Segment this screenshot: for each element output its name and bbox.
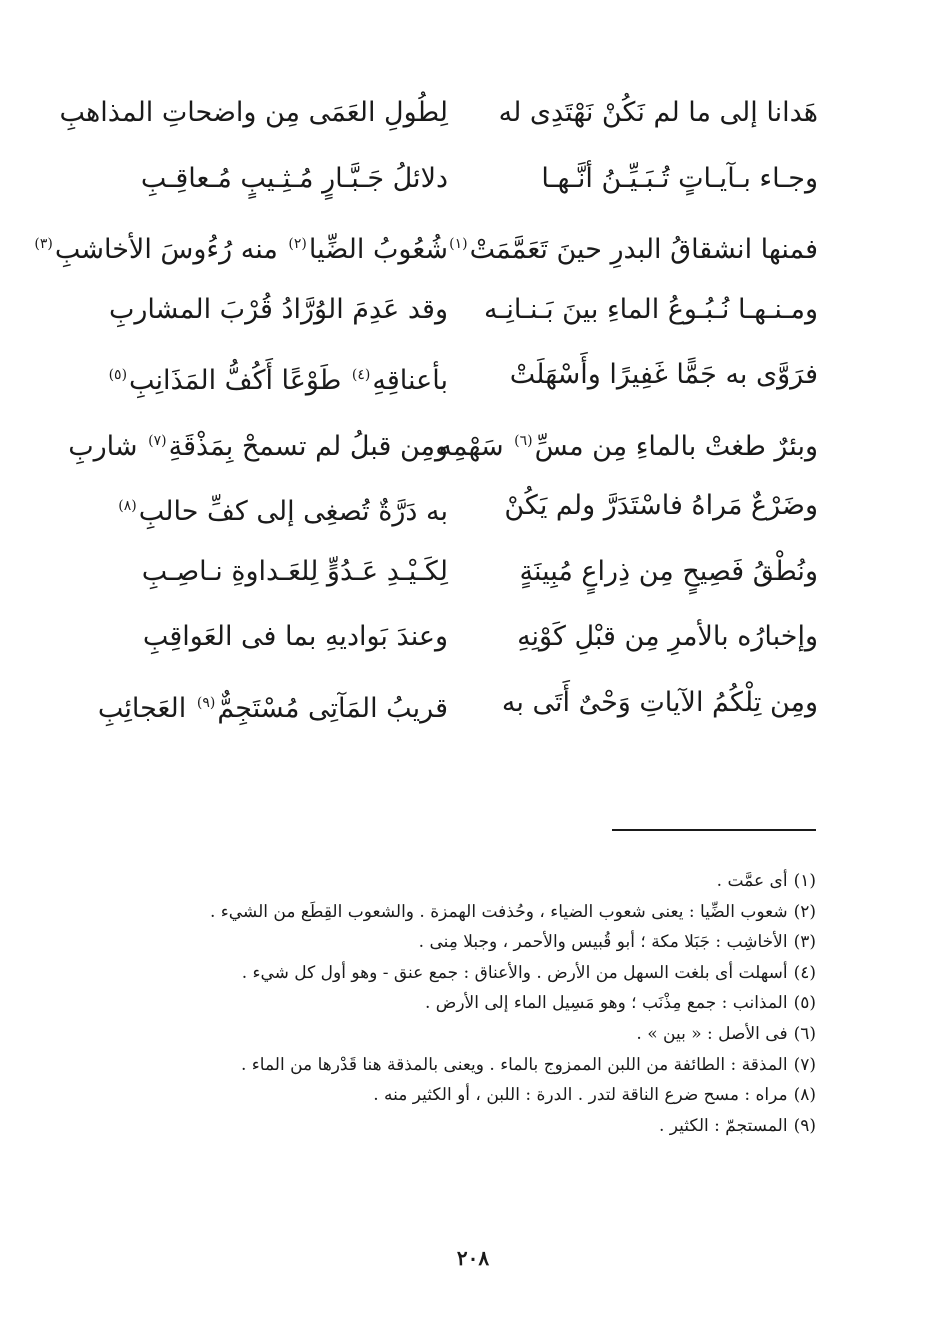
verse-first-hemistich: وإخبارُه بالأمرِ مِن قبْلِ كَوْنِهِ: [517, 621, 818, 652]
verse-second-hemistich: ومِن قبلُ لم تسمحْ بِمَذْقَةِ$^{(٧)}$ شاربِ: [68, 430, 448, 462]
verse: [34, 219, 818, 285]
footnote-text: المستجمّ : الكثير .: [658, 1115, 788, 1136]
verse-second-hemistich: بأعناقِهِ$^{(٤)}$ طَوْعًا أَكُفُّ المَذَانِبِ$^{(٥)}$: [108, 365, 448, 396]
footnote-ref: (٨): [118, 498, 137, 514]
footnote-number: (٧): [793, 1054, 816, 1075]
verse: [59, 88, 818, 154]
footnote-ref: (٩): [196, 694, 216, 711]
footnote-number: (٩): [793, 1115, 816, 1136]
footnote-number: (٣): [793, 932, 816, 953]
poem: [34, 88, 818, 743]
footnote-text: الأخاشِب : جَبَلا مكة ؛ أبو قُبيس والأحمر ، وجبلا مِنى .: [418, 932, 788, 953]
footnote-ref: (٤): [351, 367, 371, 383]
verse-second-hemistich: لِطُولِ العَمَى مِن واضحاتِ المذاهبِ: [59, 97, 448, 128]
footnote-text: شعوب الضِّيا : يعنى شعوب الضياء ، وحُذفت الهمزة . والشعوب القِطَع من الشيء .: [209, 901, 788, 922]
footnote-ref: (٦): [514, 432, 533, 449]
verse-second-hemistich: وقد عَدِمَ الوُرَّادُ قُرْبَ المشاربِ: [108, 293, 448, 325]
verse-first-hemistich: وضَرْعٌ مَراهُ فاسْتَدَرَّ ولم يَكُنْ: [504, 490, 818, 521]
footnotes: [116, 866, 816, 1141]
footnote-ref: (٢): [288, 236, 307, 252]
footnote-text: المذقة : الطائفة من اللبن الممزوج بالماء . ويعنى بالمذقة هنا قَدْرها من الماء .: [241, 1054, 788, 1075]
footnote-text: أى عمَّت .: [716, 871, 788, 891]
footnote-number: (٨): [793, 1085, 816, 1106]
footnote-text: مراه : مسح ضرع الناقة لتدر . الدرة : اللبن ، أو الكثير منه .: [373, 1085, 788, 1106]
verse: [118, 547, 818, 613]
footnote-text: المذانب : جمع مِذْنَب ؛ وهو مَسِيل الماء إلى الأرض .: [424, 993, 788, 1014]
verse-second-hemistich: لِكَـيْـدِ عَـدُوٍّ لِلعَـداوةِ نـاصِـبِ: [141, 555, 448, 587]
verse-second-hemistich: به دَرَّةٌ تُصغِى إلى كفِّ حالبِ$^{(٨)}$: [118, 496, 448, 527]
footnote: [116, 958, 816, 989]
footnote-separator: [612, 829, 816, 831]
verse-second-hemistich: وعندَ بَواديهِ بما فى العَواقِبِ: [142, 621, 448, 652]
verse: [118, 154, 818, 220]
verse: [97, 678, 818, 744]
footnote: [116, 897, 816, 928]
verse: [108, 350, 818, 416]
footnote-ref: (٣): [34, 236, 53, 252]
footnote: [116, 927, 816, 958]
footnote-number: (٦): [793, 1023, 816, 1044]
footnote-number: (١): [793, 871, 816, 891]
verse-second-hemistich: دلائلُ جَـبَّـارٍ مُـثِـيبٍ مُـعاقِـبِ: [140, 162, 448, 194]
footnote-ref: (٥): [108, 367, 128, 383]
verse-first-hemistich: ومِن تِلْكُمُ الآياتِ وَحْىٌ أَتَى به: [501, 686, 818, 718]
footnote: [116, 866, 816, 897]
verse-first-hemistich: هَدانا إلى ما لم نَكُنْ نَهْتَدِى له: [498, 97, 818, 128]
footnote-text: فى الأصل : « بين » .: [636, 1023, 788, 1044]
verse-second-hemistich: شُعُوبُ الضِّيا$^{(٢)}$ منه رُءُوسَ الأخاشبِ$^{(٣)}$: [34, 234, 448, 265]
footnote: [116, 1111, 816, 1142]
footnote: [116, 1050, 816, 1081]
verse-first-hemistich: ومـنـهـا نُـبُـوعُ الماءِ بينَ بَـنـانِـه: [483, 293, 818, 325]
footnote-number: (٢): [793, 901, 816, 922]
page-number: ٢٠٨: [456, 1246, 490, 1270]
footnote-number: (٤): [793, 962, 816, 983]
verse: [108, 285, 818, 351]
verse-first-hemistich: ونُطْقُ فَصِيحٍ مِن ذِراعٍ مُبِينَةٍ: [519, 555, 818, 587]
footnote-ref: (١): [449, 236, 468, 252]
footnote: [116, 1019, 816, 1050]
verse: [118, 612, 818, 678]
footnote-text: أسهلت أى بلغت السهل من الأرض . والأعناق : جمع عنق - وهو أول كل شيء .: [241, 962, 788, 983]
footnote-number: (٥): [793, 993, 816, 1014]
verse-first-hemistich: فمنها انشقاقُ البدرِ حينَ تَعَمَّمَتْ$^{(١)}$: [449, 234, 818, 265]
footnote: [116, 988, 816, 1019]
verse-first-hemistich: وبئرٌ طغتْ بالماءِ مِن مسِّ$^{(٦)}$ سَهْمِه: [438, 430, 818, 462]
verse: [118, 481, 818, 547]
verse-first-hemistich: فرَوَّى به جَمًّا غَفِيرًا وأَسْهَلَتْ: [509, 359, 818, 390]
footnote-ref: (٧): [148, 432, 167, 449]
verse-second-hemistich: قريبُ المَآتِى مُسْتَجِمٌّ$^{(٩)}$ العَجائِبِ: [97, 692, 448, 724]
verse: [68, 416, 818, 482]
footnote: [116, 1080, 816, 1111]
verse-first-hemistich: وجـاء بـآيـاتٍ تُـبَـيِّـنُ أنَّـهـا: [541, 162, 818, 194]
